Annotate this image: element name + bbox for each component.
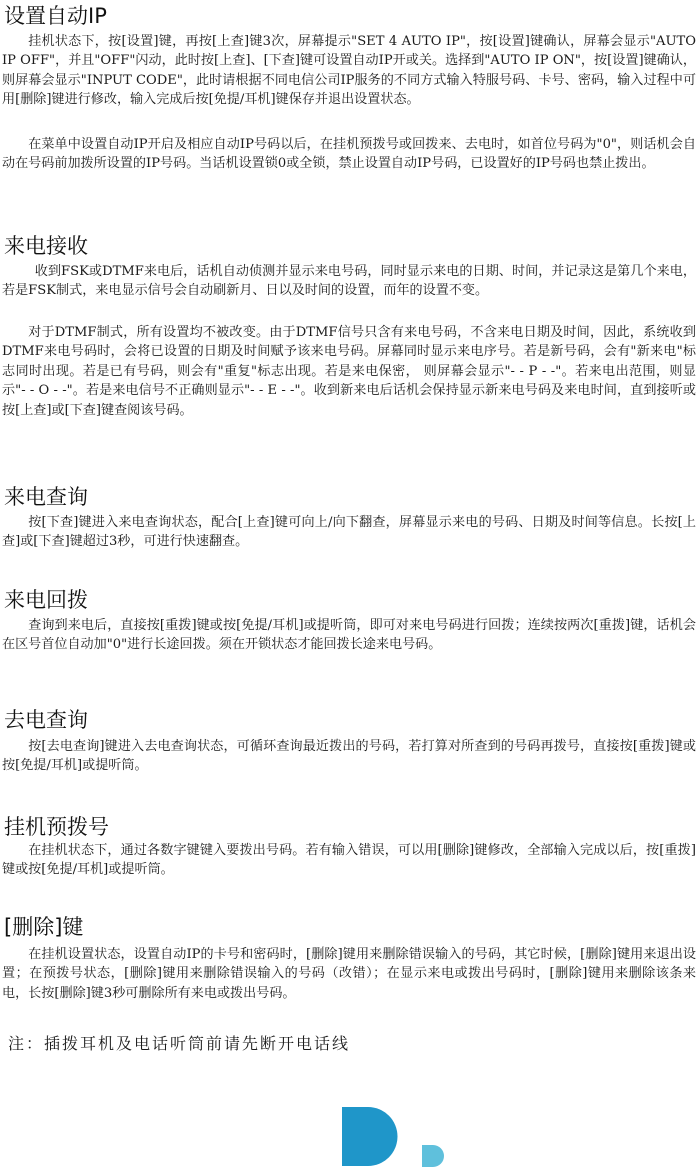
section-title-incoming-query: 来电查询	[4, 485, 88, 509]
logo-small-shape	[422, 1145, 444, 1167]
section-title-incoming-call: 来电接收	[4, 234, 88, 258]
paragraph-incoming-query: 按[下查]键进入来电查询状态，配合[上查]键可向上/向下翻查，屏幕显示来电的号码、日期及时间等信息。长按[上查]或[下查]键超过3秒，可进行快速翻查。	[2, 515, 696, 550]
paragraph-callback: 查询到来电后，直接按[重拨]键或按[免提/耳机]或提听筒，即可对来电号码进行回拨；连续按两次[重拨]键，话机会在区号首位自动加"0"进行长途回拨。须在开锁状态才能回拨长途来电号码。	[2, 618, 696, 653]
section-title-outgoing-query: 去电查询	[4, 708, 88, 732]
logo-large-shape	[342, 1107, 397, 1166]
paragraph-incoming-call-1: 收到FSK或DTMF来电后，话机自动侦测并显示来电号码，同时显示来电的日期、时间，并记录这是第几个来电，若是FSK制式，来电显示信号会自动刷新月、日以及时间的设置，而年的设置不变。	[2, 264, 696, 299]
paragraph-incoming-call-2: 对于DTMF制式，所有设置均不被改变。由于DTMF信号只含有来电号码，不含来电日期及时间，因此，系统收到DTMF来电号码时，会将已设置的日期及时间赋予该来电号码。屏幕同时显示来电序号。若是新号码，会有"新来电"标志同时出现。若是已有号码，则会有"重复"标志出现。若是来电保密， 则屏幕会显示"- - P - -"。若来电出范围，则显示"- - O - -"。若是来电信号不正确则显示"- - E - -"。收到新来电后话机会保持显示新来电号码及来电时间，直到接听或按[上查]或[下查]键查阅该号码。	[2, 325, 696, 418]
paragraph-auto-ip-2: 在菜单中设置自动IP开启及相应自动IP号码以后，在挂机预拨号或回拨来、去电时，如首位号码为"0"，则话机会自动在号码前加拨所设置的IP号码。当话机设置锁0或全锁，禁止设置自动IP号码，已设置好的IP号码也禁止拨出。	[2, 137, 696, 172]
paragraph-auto-ip-1: 挂机状态下，按[设置]键，再按[上查]键3次，屏幕提示"SET 4 AUTO IP"，按[设置]键确认，屏幕会显示"AUTO IP OFF"，并且"OFF"闪动，此时按[上查]、[下查]键可设置自动IP开或关。选择到"AUTO IP ON"，按[设置]键确认，则屏幕会显示"INPUT CODE"，此时请根据不同电信公司IP服务的不同方式输入特服号码、卡号、密码，输入过程中可用[删除]键进行修改，输入完成后按[免提/耳机]键保存并退出设置状态。	[2, 34, 696, 108]
paragraph-outgoing-query: 按[去电查询]键进入去电查询状态，可循环查询最近拨出的号码，若打算对所查到的号码再拨号，直接按[重拨]键或按[免提/耳机]或提听筒。	[2, 739, 696, 774]
brand-logo-icon	[338, 1104, 448, 1167]
section-title-delete-key: [删除]键	[4, 915, 84, 939]
paragraph-predial: 在挂机状态下，通过各数字键键入要拨出号码。若有输入错误，可以用[删除]键修改，全部输入完成以后，按[重拨]键或按[免提/耳机]或提听筒。	[2, 843, 696, 878]
paragraph-delete-key: 在挂机设置状态，设置自动IP的卡号和密码时，[删除]键用来删除错误输入的号码，其它时候，[删除]键用来退出设置；在预拨号状态，[删除]键用来删除错误输入的号码（改错）；在显示来电或拨出号码时，[删除]键用来删除该条来电，长按[删除]键3秒可删除所有来电或拨出号码。	[2, 947, 696, 1001]
section-title-predial: 挂机预拨号	[4, 815, 109, 839]
section-title-auto-ip: 设置自动IP	[4, 4, 107, 28]
safety-note: 注：插拨耳机及电话听筒前请先断开电话线	[8, 1034, 351, 1053]
section-title-callback: 来电回拨	[4, 588, 88, 612]
